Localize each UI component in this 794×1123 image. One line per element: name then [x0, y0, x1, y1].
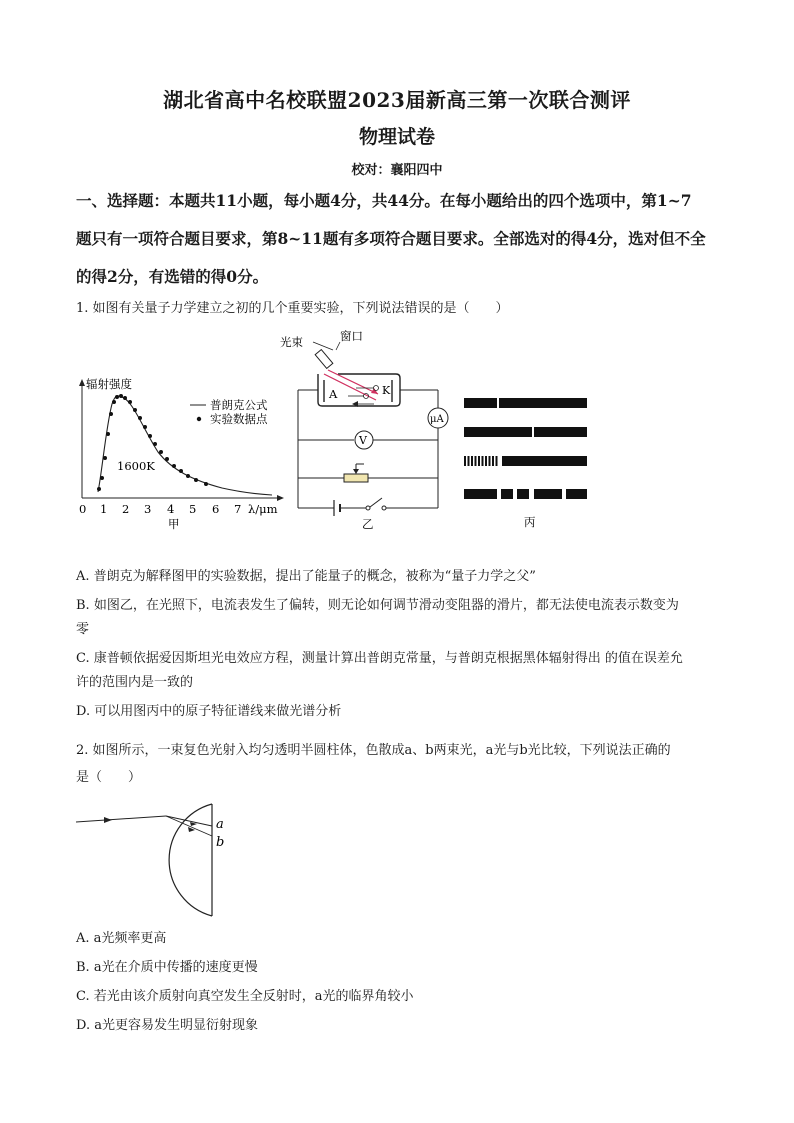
caption-bing: 丙 [524, 515, 536, 529]
option-c-cont: 许的范围内是一致的 [76, 675, 194, 690]
section-line: 题只有一项符合题目要求，第8~11题有多项符合题目要求。全部选对的得4分，选对但不全 [76, 229, 706, 248]
question-2-line: 是（ ） [76, 770, 142, 785]
paper-title: 湖北省高中名校联盟2023届新高三第一次联合测评 [163, 88, 631, 112]
question-1-stem: 1. 如图有关量子力学建立之初的几个重要实验，下列说法错误的是（ ） [76, 301, 509, 316]
xtick: 0 [79, 502, 87, 516]
caption-jia: 甲 [168, 517, 180, 531]
section-line: 的得2分，有选错的得0分。 [76, 267, 269, 286]
voltmeter-label: V [359, 434, 367, 447]
legend-curve: 普朗克公式 [210, 398, 268, 412]
figure-prism [72, 800, 252, 925]
section-instructions [76, 182, 726, 296]
question-1-options [76, 562, 726, 726]
figure-bing [462, 392, 602, 532]
xtick: 7 [234, 502, 242, 516]
ray-b-label: b [216, 835, 225, 850]
question-2-line: 2. 如图所示，一束复色光射入均匀透明半圆柱体，色散成a、b两束光，a光与b光比较，下列说法正确的 [76, 743, 671, 758]
xtick: 1 [100, 502, 108, 516]
option-b[interactable]: B. 如图乙，在光照下，电流表发生了偏转，则无论如何调节滑动变阻器的滑片，都无法使电流表示数变为 [76, 598, 679, 613]
option-a[interactable]: A. 普朗克为解释图甲的实验数据，提出了能量子的概念，被称为“量子力学之父” [76, 569, 536, 584]
xtick: 4 [167, 502, 175, 516]
comb-lines [464, 456, 498, 466]
window-label: 窗口 [340, 329, 363, 343]
question-2-options [76, 924, 726, 1040]
option-b-cont: 零 [76, 622, 90, 637]
proofread-note: 校对：襄阳四中 [351, 163, 443, 178]
xunit: λ/μm [248, 502, 278, 516]
ray-a-label: a [216, 817, 224, 832]
cathode-label: K [382, 384, 391, 397]
question-2-stem [76, 737, 726, 791]
axis-ylabel: 辐射强度 [86, 377, 132, 391]
xtick: 6 [212, 502, 220, 516]
anode-label: A [329, 387, 338, 401]
caption-yi: 乙 [362, 517, 374, 531]
legend-points: 实验数据点 [210, 412, 268, 426]
option-c[interactable]: C. 康普顿依据爱因斯坦光电效应方程，测量计算出普朗克常量，与普朗克根据黑体辐射得出 的值在误差允 [76, 651, 683, 666]
option-c[interactable]: C. 若光由该介质射向真空发生全反射时，a光的临界角较小 [76, 989, 414, 1004]
section-line: 一、选择题：本题共11小题，每小题4分，共44分。在每小题给出的四个选项中，第1~7 [76, 191, 692, 210]
figure-yi [278, 326, 458, 532]
xtick: 2 [122, 502, 130, 516]
ammeter-label: μA [430, 414, 444, 425]
option-d[interactable]: D. a光更容易发生明显衍射现象 [76, 1018, 258, 1033]
figure-jia [72, 372, 287, 532]
option-d[interactable]: D. 可以用图丙中的原子特征谱线来做光谱分析 [76, 704, 342, 719]
temperature-label: 1600K [117, 459, 155, 473]
light-label: 光束 [280, 335, 303, 349]
option-b[interactable]: B. a光在介质中传播的速度更慢 [76, 960, 258, 975]
option-a[interactable]: A. a光频率更高 [76, 931, 167, 946]
paper-subtitle: 物理试卷 [358, 126, 435, 148]
xtick: 5 [189, 502, 197, 516]
xtick: 3 [144, 502, 152, 516]
